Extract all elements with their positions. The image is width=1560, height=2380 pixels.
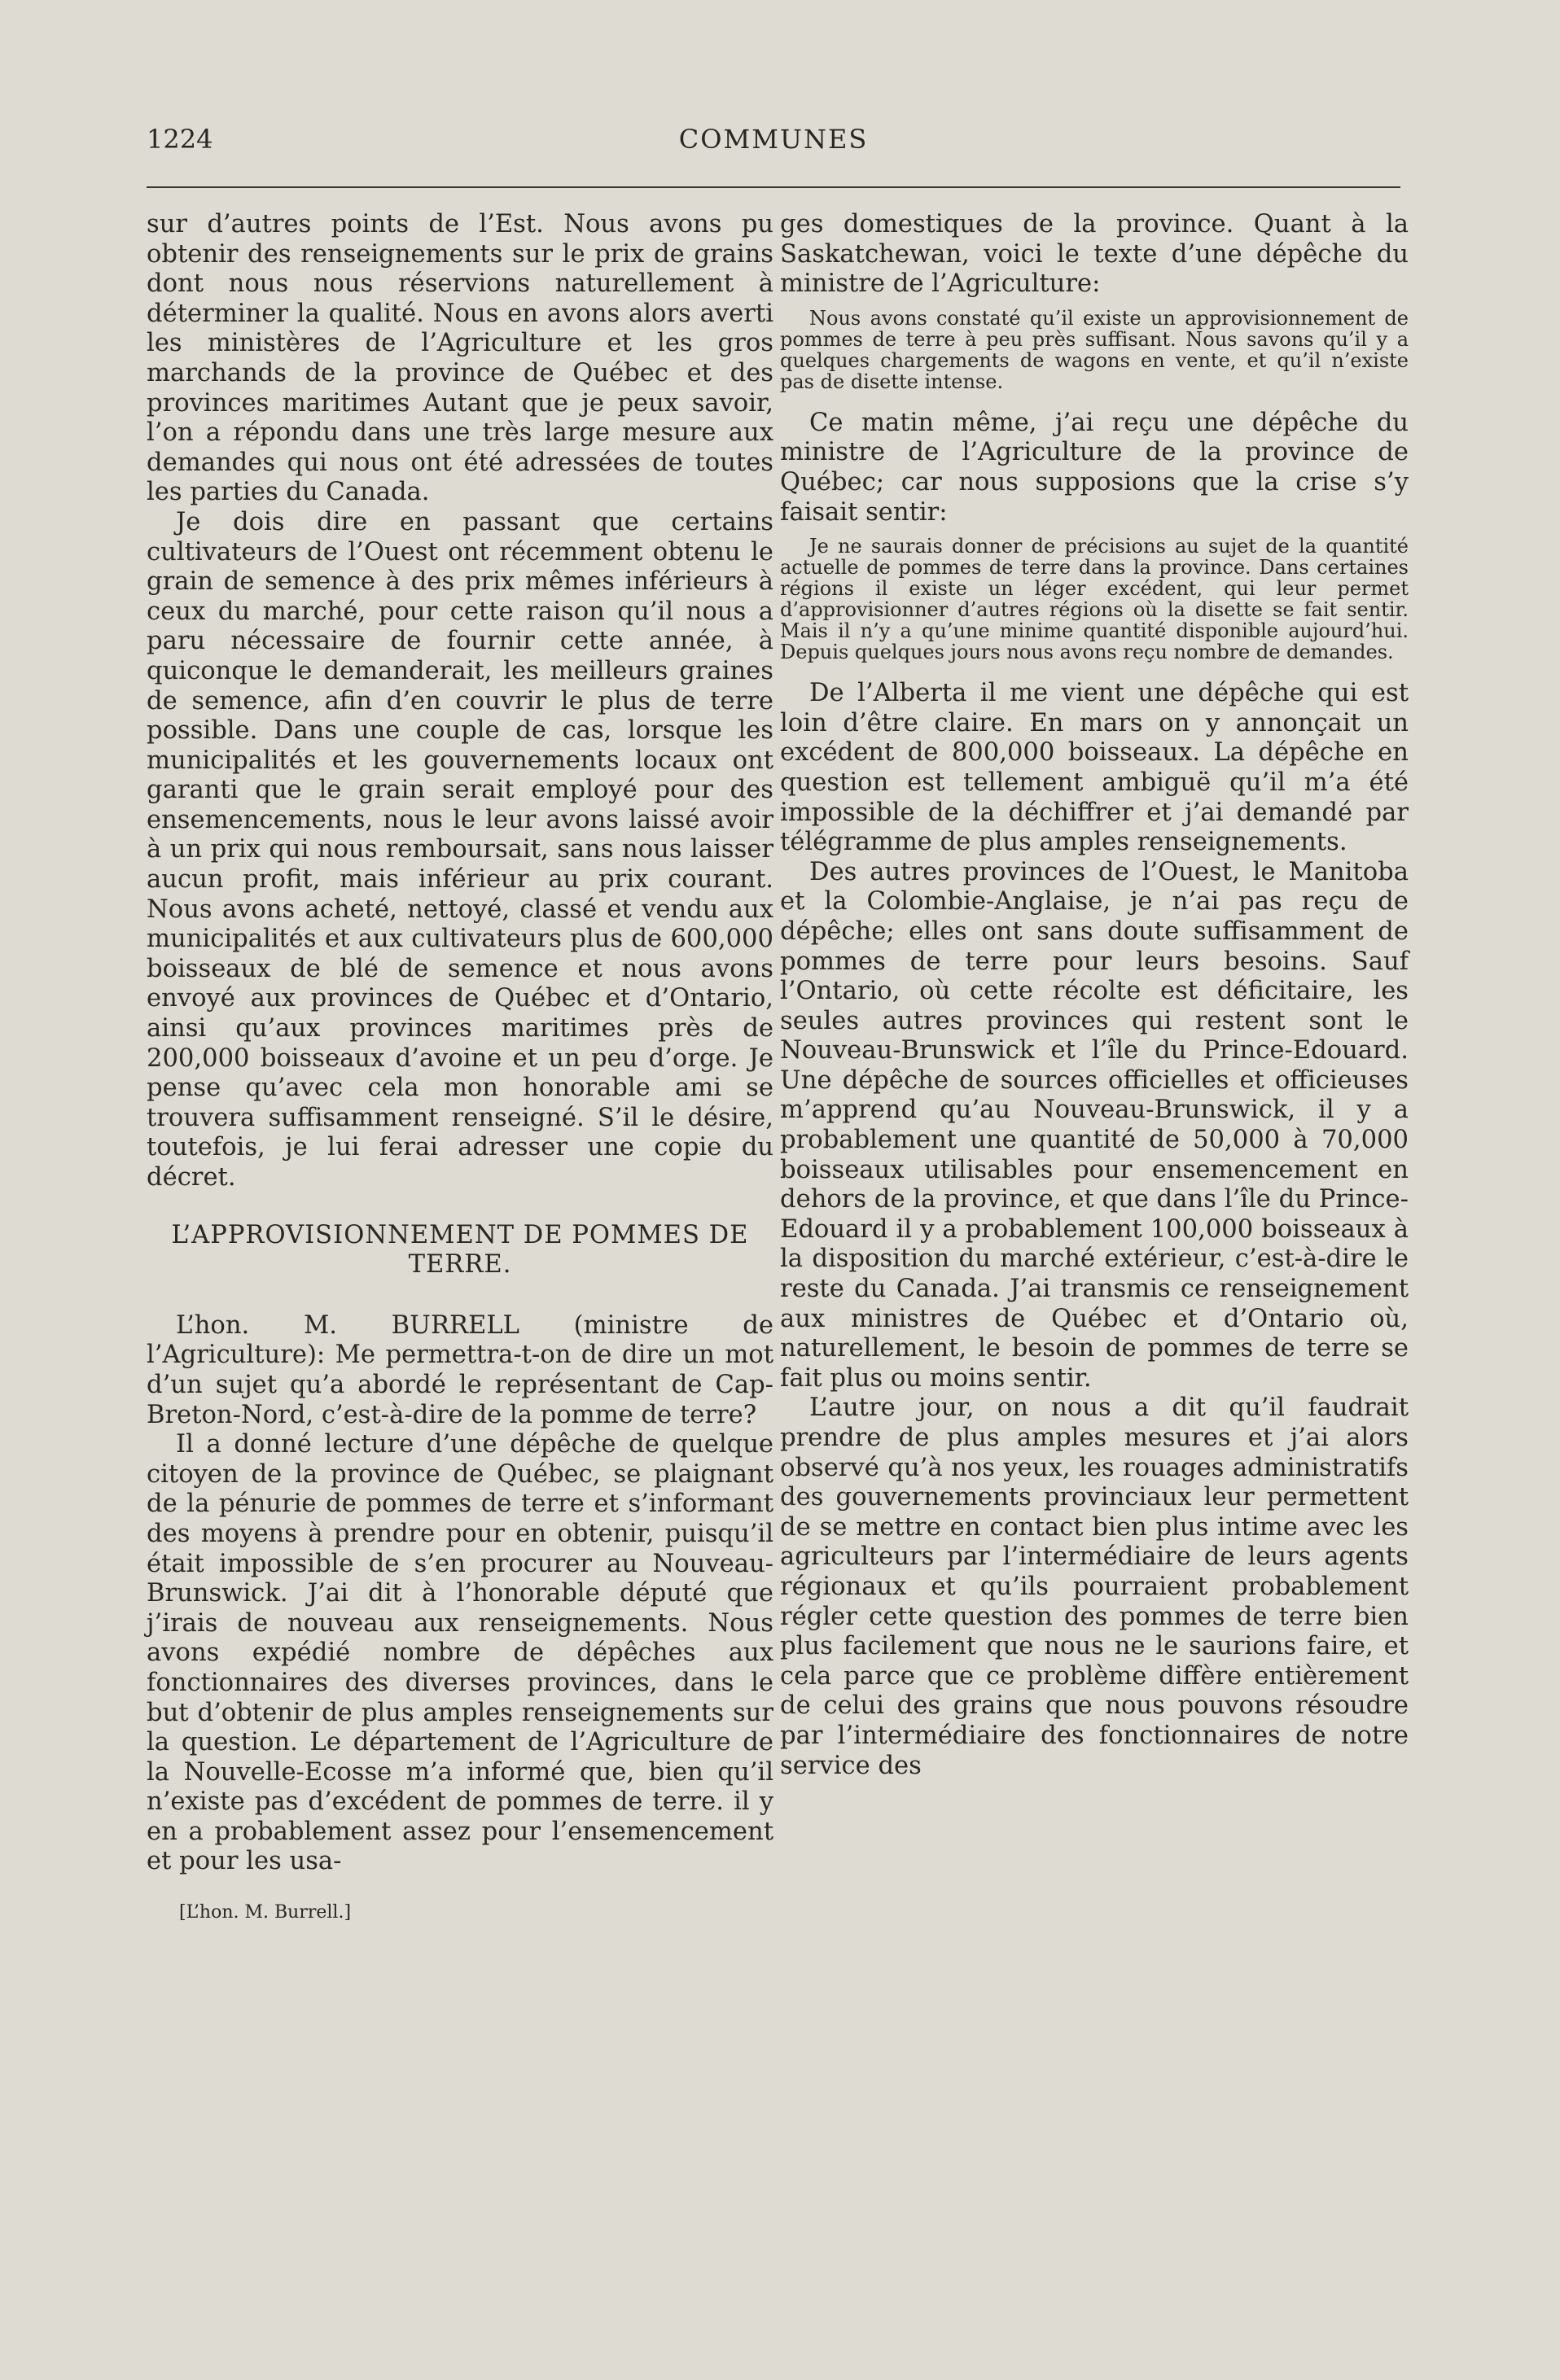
right-column: [780, 210, 1409, 1781]
paragraph: Des autres provinces de l’Ouest, le Manitoba et la Colombie-Anglaise, je n’ai pas reçu de dépêche; elles ont sans doute suffisamment de pommes de terre pour leurs besoins. Sauf l’Ontario, où cette récolte est déficitaire, les seules autres provinces qui restent sont le Nouveau-Brunswick et l’île du Prince-Edouard. Une dépêche de sources officielles et officieuses m’apprend qu’au Nouveau-Brunswick, il y a probablement une quantité de 50,000 à 70,000 boisseaux utilisables pour ensemencement en dehors de la province, et que dans l’île du Prince-Edouard il y a probablement 100,000 boisseaux à la disposition du marché extérieur, c’est-à-dire le reste du Canada. J’ai transmis ce renseignement aux ministres de Québec et d’Ontario où, naturellement, le besoin de pommes de terre se fait plus ou moins sentir.: [780, 857, 1409, 1393]
paragraph: L’autre jour, on nous a dit qu’il faudrait prendre de plus amples mesures et j’ai alors observé qu’à nos yeux, les rouages administratifs des gouvernements provinciaux leur permettent de se mettre en contact bien plus intime avec les agriculteurs par l’intermédiaire de leurs agents régionaux et qu’ils pourraient probablement régler cette question des pommes de terre bien plus facilement que nous ne le saurions faire, et cela parce que ce problème diffère entièrement de celui des grains que nous pouvons résoudre par l’intermédiaire des fonctionnaires de notre service des: [780, 1393, 1409, 1780]
paragraph: L’hon. M. BURRELL (ministre de l’Agriculture): Me permettra-t-on de dire un mot d’un sujet qu’a abordé le représentant de Cap-Breton-Nord, c’est-à-dire de la pomme de terre?: [147, 1310, 773, 1429]
page-header: [147, 124, 1400, 164]
paragraph: sur d’autres points de l’Est. Nous avons pu obtenir des renseignements sur le prix de grains dont nous nous réservions naturellement à déterminer la qualité. Nous en avons alors averti les ministères de l’Agriculture et les gros marchands de la province de Québec et des provinces maritimes Autant que je peux savoir, l’on a répondu dans une très large mesure aux demandes qui nous ont été adressées de toutes les parties du Canada.: [147, 210, 773, 507]
running-head: COMMUNES: [678, 124, 869, 155]
paragraph: ges domestiques de la province. Quant à la Saskatchewan, voici le texte d’une dépêche du ministre de l’Agriculture:: [780, 210, 1409, 299]
speaker-signature: [L’hon. M. Burrell.]: [179, 1902, 352, 1923]
paragraph: Il a donné lecture d’une dépêche de quelque citoyen de la province de Québec, se plaignant de la pénurie de pommes de terre et s’informant des moyens à prendre pour en obtenir, puisqu’il était impossible de s’en procurer au Nouveau-Brunswick. J’ai dit à l’honorable député que j’irais de nouveau aux renseignements. Nous avons expédié nombre de dépêches aux fonctionnaires des diverses provinces, dans le but d’obtenir de plus amples renseignements sur la question. Le département de l’Agriculture de la Nouvelle-Ecosse m’a informé que, bien qu’il n’existe pas d’excédent de pommes de terre. il y en a probablement assez pour l’ensemencement et pour les usa-: [147, 1430, 773, 1876]
header-rule: [147, 186, 1400, 188]
paragraph: Ce matin même, j’ai reçu une dépêche du ministre de l’Agriculture de la province de Québec; car nous supposions que la crise s’y faisait sentir:: [780, 408, 1409, 527]
paragraph: Je dois dire en passant que certains cultivateurs de l’Ouest ont récemment obtenu le grain de semence à des prix mêmes inférieurs à ceux du marché, pour cette raison qu’il nous a paru nécessaire de fournir cette année, à quiconque le demanderait, les meilleurs graines de semence, afin d’en couvrir le plus de terre possible. Dans une couple de cas, lorsque les municipalités et les gouvernements locaux ont garanti que le grain serait employé pour des ensemencements, nous le leur avons laissé avoir à un prix qui nous remboursait, sans nous laisser aucun profit, mais inférieur au prix courant. Nous avons acheté, nettoyé, classé et vendu aux municipalités et aux cultivateurs plus de 600,000 boisseaux de blé de semence et nous avons envoyé aux provinces de Québec et d’Ontario, ainsi qu’aux provinces maritimes près de 200,000 boisseaux d’avoine et un peu d’orge. Je pense qu’avec cela mon honorable ami se trouvera suffisamment renseigné. S’il le désire, toutefois, je lui ferai adresser une copie du décret.: [147, 507, 773, 1192]
page-number: 1224: [147, 124, 213, 155]
section-heading: L’APPROVISIONNEMENT DE POMMES DE TERRE.: [171, 1220, 749, 1280]
paragraph: De l’Alberta il me vient une dépêche qui est loin d’être claire. En mars on y annonçait un excédent de 800,000 boisseaux. La dépêche en question est tellement ambiguë qu’il m’a été impossible de la déchiffrer et j’ai demandé par télégramme de plus amples renseignements.: [780, 679, 1409, 857]
quoted-dispatch: Nous avons constaté qu’il existe un approvisionnement de pommes de terre à peu près suffisant. Nous savons qu’il y a quelques chargements de wagons en vente, et qu’il n’existe pas de disette intense.: [780, 306, 1409, 393]
quoted-dispatch: Je ne saurais donner de précisions au sujet de la quantité actuelle de pommes de terre dans la province. Dans certaines régions il existe un léger excédent, qui leur permet d’approvisionner d’autres régions où la disette se fait sentir. Mais il n’y a qu’une minime quantité disponible aujourd’hui. Depuis quelques jours nous avons reçu nombre de demandes.: [780, 535, 1409, 664]
left-column: [147, 210, 773, 1923]
